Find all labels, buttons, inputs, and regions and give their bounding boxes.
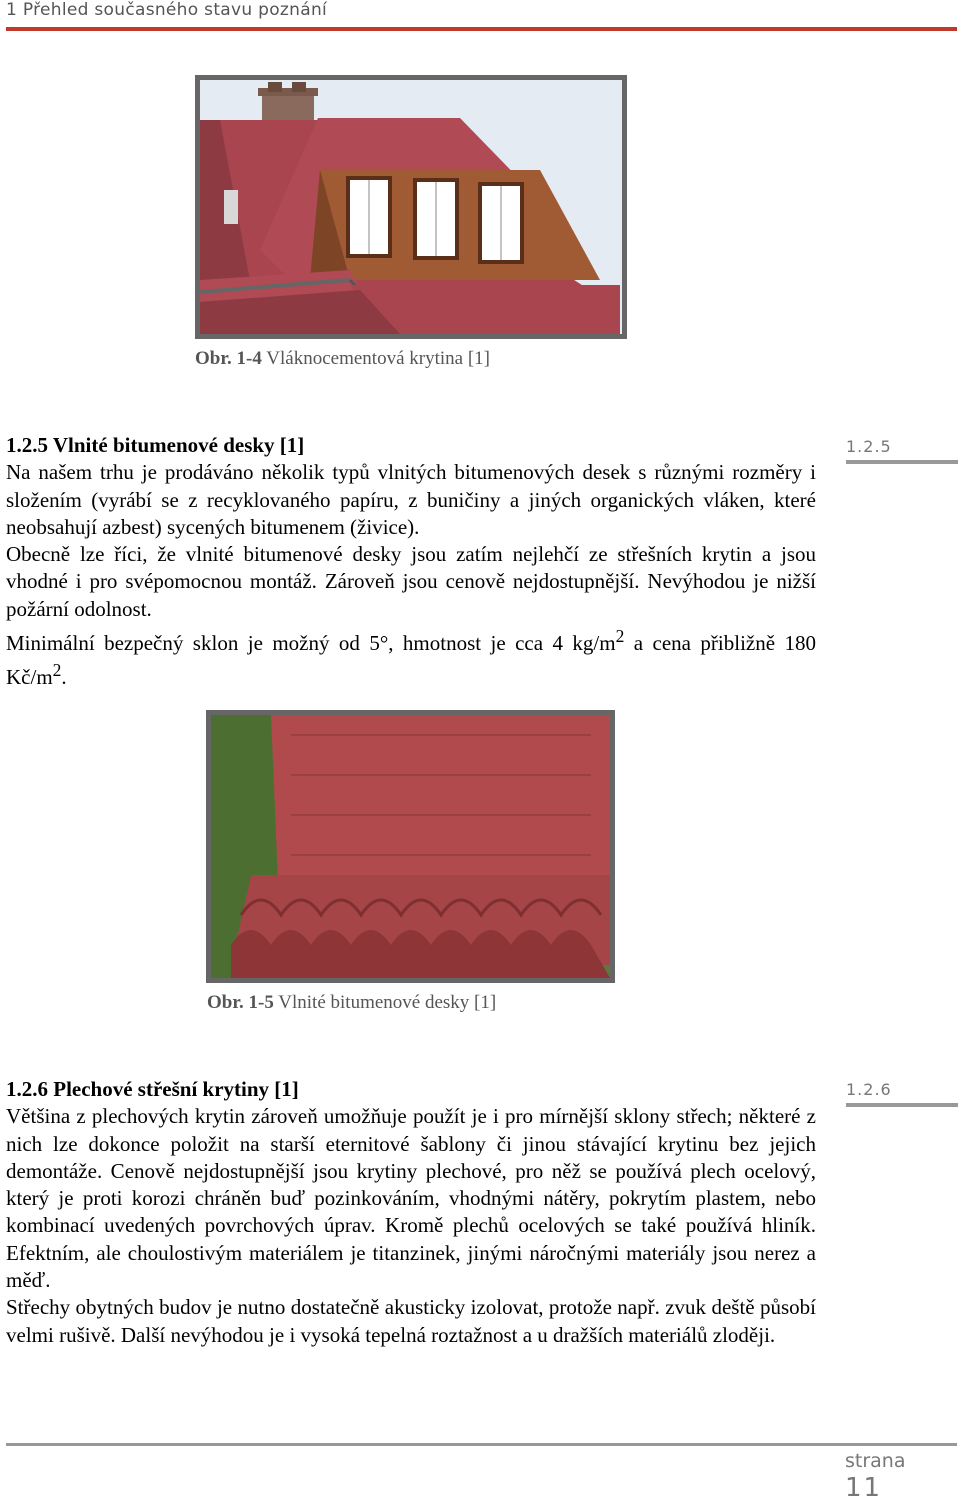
section-heading: 1.2.6 Plechové střešní krytiny [1]	[6, 1077, 299, 1101]
text-run: .	[61, 665, 67, 690]
paragraph	[6, 623, 816, 692]
header-rule	[6, 27, 957, 31]
figure-caption	[195, 348, 490, 370]
figure-caption-text: Vláknocementová krytina [1]	[261, 348, 490, 369]
bitumen-sheets-photo	[211, 715, 610, 978]
page-number: 11	[845, 1473, 883, 1503]
figure-fiber-cement-roof	[195, 75, 627, 339]
figure-bitumen-sheets	[206, 710, 615, 983]
paragraph: Na našem trhu je prodáváno několik typů vlnitých bitumenových desek s různými rozměry i složením (vyrábí se z recyklovaného papíru, z buničiny a jiných organických vláken, které neobsahují azbest) sycených bitumenem (živice).	[6, 460, 816, 539]
paragraph: Obecně lze říci, že vlnité bitumenové desky jsou zatím nejlehčí ze střešních krytin a jsou vhodné i pro svépomocnou montáž. Zároveň jsou cenově nejdostupnější. Nevýhodou je nižší požární odolnost.	[6, 542, 816, 621]
figure-caption-text: Vlnité bitumenové desky [1]	[273, 992, 497, 1013]
figure-caption	[207, 992, 496, 1014]
section-1-2-6	[6, 1076, 816, 1349]
running-header: 1 Přehled současného stavu poznání	[6, 0, 328, 20]
superscript: 2	[52, 660, 62, 681]
side-marker	[846, 437, 958, 464]
text-run: a cena přibližně 180 Kč/m	[6, 631, 816, 690]
side-marker	[846, 1080, 958, 1107]
page-label: strana	[845, 1450, 906, 1472]
side-marker-bar	[846, 1103, 958, 1107]
side-marker-label: 1.2.5	[846, 437, 892, 456]
figure-label: Obr. 1-5	[207, 992, 274, 1013]
roof-photo	[200, 80, 622, 334]
footer-rule	[6, 1443, 957, 1446]
text-run: Minimální bezpečný sklon je možný od 5°, hmotnost je cca 4 kg/m	[6, 631, 616, 656]
section-heading: 1.2.5 Vlnité bitumenové desky [1]	[6, 433, 305, 457]
section-1-2-5	[6, 432, 816, 692]
side-marker-label: 1.2.6	[846, 1080, 892, 1099]
paragraph: Střechy obytných budov je nutno dostatečně akusticky izolovat, protože např. zvuk deště působí velmi rušivě. Další nevýhodou je i vysoká tepelná roztažnost a u dražších materiálů zloději.	[6, 1295, 816, 1347]
figure-label: Obr. 1-4	[195, 348, 262, 369]
side-marker-bar	[846, 460, 958, 464]
superscript: 2	[615, 626, 625, 647]
paragraph: Většina z plechových krytin zároveň umožňuje použít je i pro mírnější sklony střech; některé z nich lze dokonce položit na starší eternitové šablony či jinou stávající krytinu bez jejich demontáže. Cenově nejdostupnější jsou krytiny plechové, pro něž se používá plech ocelový, který je proti korozi chráněn buď pozinkováním, vhodnými nátěry, pokrytím plastem, nebo kombinací uvedených povrchových úprav. Kromě plechů ocelových se také používá hliník. Efektním, ale choulostivým materiálem je titanzinek, jinými náročnými materiály jsou nerez a měď.	[6, 1104, 816, 1293]
